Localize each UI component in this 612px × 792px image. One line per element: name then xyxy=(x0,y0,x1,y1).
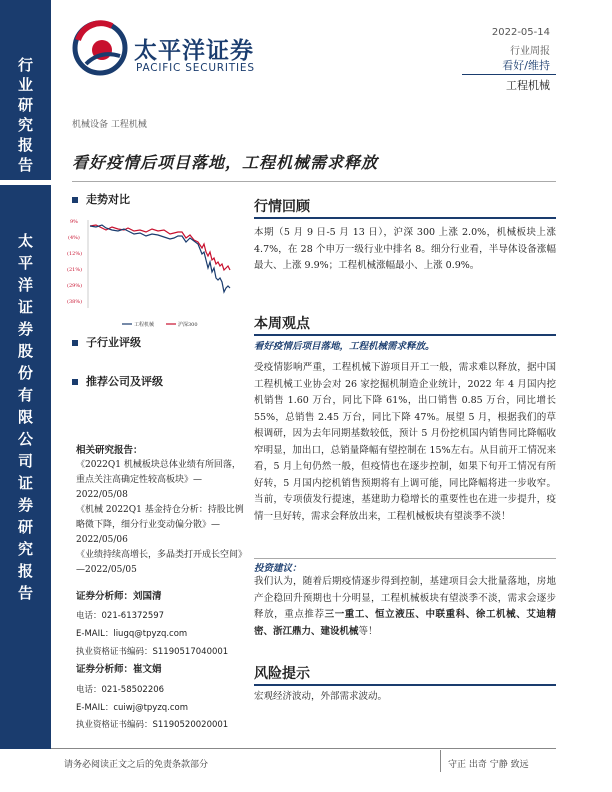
header-divider xyxy=(462,74,556,75)
analyst-email[interactable]: E-MAIL：cuiwj@tpyzq.com xyxy=(76,703,189,713)
weekly-view-text: 受疫情影响严重，工程机械下游项目开工一般，需求难以释放，据中国工程机械工业协会对 26 家挖掘机制造企业统计，2022 年 4 月国内挖机销售 1.60 万台，同比下降 61%，出口销售 0.85 万台，同比增长 55%，总销售 2.45 万台，同比下降 47%。展望 5 月，根据我们的草根调研，因为去年同期基数较低，预计 5 月份挖机国内销售同比降幅收窄明显，加出口，总销量降幅有望控制在 15%左右。从目前开工情况来看，5 月上旬仍然一般，但疫情也在逐步控制，如果下旬开工情况有所好转，5 月国内挖机销售预期将有上调可能，同比降幅将进一步收窄。当前，专项债发行提速，基建助力稳增长的重要性也在进一步提升，疫情一旦好转，需求会释放出来，工程机械板块有望淡季不淡！ xyxy=(254,362,556,522)
sidebar-char: 限 xyxy=(17,408,33,426)
analyst-name: 证券分析师：崔文娟 xyxy=(76,664,162,675)
weekly-view-heading: 本周观点 xyxy=(254,316,310,332)
chart-tick-label: (4%) xyxy=(68,235,80,241)
investment-advice-text xyxy=(254,574,556,640)
sidebar-char: 份 xyxy=(17,364,33,382)
sidebar-char: 告 xyxy=(17,584,33,602)
sector-name: 工程机械 xyxy=(506,79,550,92)
risk-text: 宏观经济波动，外部需求波动。 xyxy=(254,691,388,702)
analyst-phone: 电话：021-58502206 xyxy=(76,685,165,695)
sub-industry-rating-heading xyxy=(72,334,141,350)
bullet-icon xyxy=(72,340,78,346)
chart-tick-label: (38%) xyxy=(67,299,83,305)
chart-tick-label: (21%) xyxy=(67,267,83,273)
analyst-email[interactable]: E-MAIL：liugq@tpyzq.com xyxy=(76,629,188,639)
section-divider xyxy=(254,217,556,219)
trend-heading-text: 走势对比 xyxy=(86,193,130,206)
footer-motto: 守正 出奇 宁静 致远 xyxy=(448,760,529,770)
advice-recommended-companies: 三一重工、恒立液压、中联重科、徐工机械、艾迪精密、浙江鼎力、建设机械 xyxy=(254,609,556,637)
section-divider xyxy=(254,684,556,686)
sidebar-char: 平 xyxy=(17,254,33,272)
sidebar-company-label xyxy=(0,230,51,604)
logo-en-text: PACIFIC SECURITIES xyxy=(136,62,255,74)
sidebar-char: 研 xyxy=(17,96,33,114)
sidebar-char: 洋 xyxy=(17,276,33,294)
sidebar-char: 公 xyxy=(17,430,33,448)
sidebar-char: 究 xyxy=(17,540,33,558)
footer-separator xyxy=(440,750,441,772)
advice-plain: 我们认为，随着后期疫情逐步得到控制，基建项目会大批量落地，房地产企稳回升预期也十分明显，工程机械板块有望淡季不淡，需求会逐步释放，重点推荐 xyxy=(254,576,556,620)
related-report-link[interactable]: 《机械 2022Q1 基金持仓分析：持股比例略微下降，细分行业变动偏分散》—2022/05/06 xyxy=(76,505,244,545)
sidebar-char: 券 xyxy=(17,320,33,338)
sidebar-char: 行 xyxy=(17,56,33,74)
logo-cn-text: 太平洋证券 xyxy=(134,38,254,64)
footer-disclaimer: 请务必阅读正文之后的免责条款部分 xyxy=(64,760,209,770)
related-reports-title: 相关研究报告： xyxy=(76,445,143,456)
market-review-heading: 行情回顾 xyxy=(254,199,310,215)
sidebar xyxy=(0,0,51,792)
sidebar-char: 究 xyxy=(17,116,33,134)
advice-divider xyxy=(254,558,556,559)
logo-emblem-icon xyxy=(72,20,128,76)
chart-tick-label: (29%) xyxy=(67,283,83,289)
chart-tick-label: 9% xyxy=(70,219,78,225)
risk-heading: 风险提示 xyxy=(254,666,310,682)
legend-engineering-machinery: 工程机械 xyxy=(134,322,155,328)
sidebar-char: 司 xyxy=(17,452,33,470)
sidebar-char: 报 xyxy=(17,562,33,580)
footer-divider xyxy=(51,748,556,749)
market-review-text: 本期（5 月 9 日-5 月 13 日），沪深 300 上涨 2.0%，机械板块上涨 4.7%，在 28 个申万一级行业中排名 8。细分行业看，半导体设备涨幅最大、上涨 9.9%；工程机械涨幅最小、上涨 0.9%。 xyxy=(254,227,556,271)
sidebar-report-label xyxy=(0,55,51,175)
related-report-link[interactable]: 《2022Q1 机械板块总体业绩有所回落，重点关注高确定性较高板块》—2022/05/08 xyxy=(76,460,241,500)
related-report-link[interactable]: 《业绩持续高增长，多晶类打开成长空间》—2022/05/05 xyxy=(76,550,243,575)
analyst-phone: 电话：021-61372597 xyxy=(76,611,165,621)
sidebar-char: 研 xyxy=(17,518,33,536)
report-type: 行业周报 xyxy=(510,46,550,57)
sidebar-char: 证 xyxy=(17,298,33,316)
company-rating-heading-text: 推荐公司及评级 xyxy=(86,375,163,388)
company-rating-heading xyxy=(72,373,163,389)
breadcrumb: 机械设备 工程机械 xyxy=(72,120,147,130)
trend-section-heading xyxy=(72,191,130,207)
advice-end: 等！ xyxy=(358,625,378,637)
sidebar-char: 证 xyxy=(17,474,33,492)
legend-hs300: 沪深300 xyxy=(178,322,198,328)
sidebar-char: 有 xyxy=(17,386,33,404)
sidebar-char: 太 xyxy=(17,232,33,250)
investment-advice-heading: 投资建议： xyxy=(254,563,302,574)
sidebar-char: 券 xyxy=(17,496,33,514)
weekly-view-highlight: 看好疫情后项目落地，工程机械需求释放。 xyxy=(254,341,435,352)
company-logo xyxy=(72,20,272,80)
series-line-engineering-machinery xyxy=(90,225,230,292)
report-date: 2022-05-14 xyxy=(491,27,550,38)
sidebar-char: 股 xyxy=(17,342,33,360)
bullet-icon xyxy=(72,379,78,385)
trend-chart xyxy=(66,208,246,333)
bullet-icon xyxy=(72,197,78,203)
sidebar-gap xyxy=(0,180,51,185)
sidebar-char: 业 xyxy=(17,76,33,94)
section-divider xyxy=(254,334,556,336)
sub-rating-heading-text: 子行业评级 xyxy=(86,336,141,349)
sidebar-char: 报 xyxy=(17,136,33,154)
analyst-name: 证券分析师：刘国清 xyxy=(76,591,162,602)
analyst-cert: 执业资格证书编码：S1190520020001 xyxy=(76,720,229,730)
analyst-cert: 执业资格证书编码：S1190517040001 xyxy=(76,647,229,657)
sidebar-char: 告 xyxy=(17,156,33,174)
industry-rating: 看好/维持 xyxy=(502,59,550,72)
page-title: 看好疫情后项目落地，工程机械需求释放 xyxy=(72,153,379,172)
title-divider xyxy=(72,181,556,182)
chart-tick-label: (12%) xyxy=(67,251,83,257)
